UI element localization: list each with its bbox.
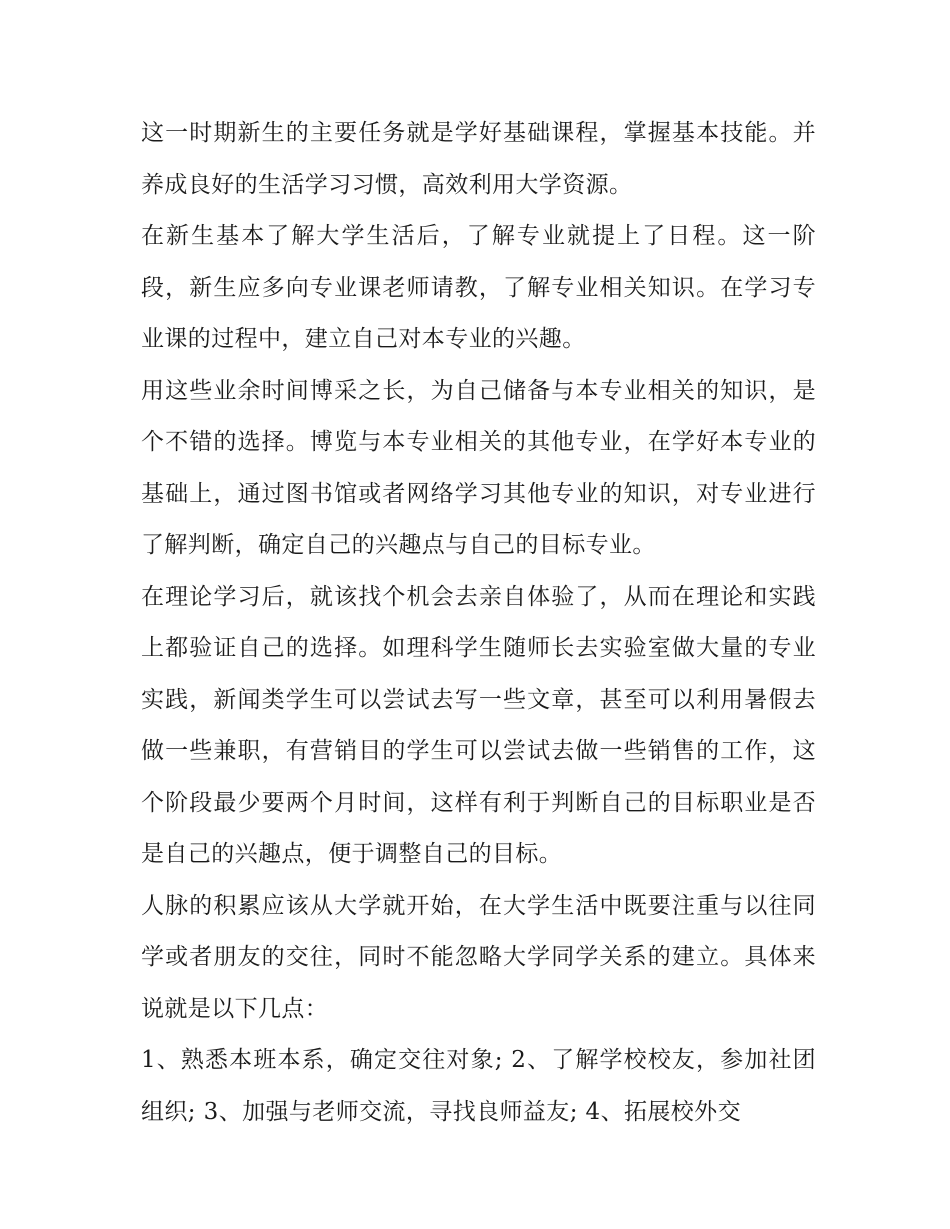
document-body [141,108,816,1138]
paragraph-networking-points: 1、熟悉本班本系，确定交往对象; 2、了解学校校友，参加社团组织; 3、加强与老师交流，寻找良师益友; 4、拓展校外交 [141,1047,816,1125]
paragraph-networking: 人脉的积累应该从大学就开始，在大学生活中既要注重与以往同学或者朋友的交往，同时不能忽略大学同学关系的建立。具体来说就是以下几点： [141,892,816,1022]
paragraph-practice: 在理论学习后，就该找个机会去亲自体验了，从而在理论和实践上都验证自己的选择。如理科学生随师长去实验室做大量的专业实践，新闻类学生可以尝试去写一些文章，甚至可以利用暑假去做一些兼职，有营销目的学生可以尝试去做一些销售的工作，这个阶段最少要两个月时间，这样有利于判断自己的目标职业是否是自己的兴趣点，便于调整自己的目标。 [141,583,816,867]
paragraph-spare-time: 用这些业余时间博采之长，为自己储备与本专业相关的知识，是个不错的选择。博览与本专业相关的其他专业，在学好本专业的基础上，通过图书馆或者网络学习其他专业的知识，对专业进行了解判断，确定自己的兴趣点与自己的目标专业。 [141,377,816,558]
paragraph-core-tasks: 这一时期新生的主要任务就是学好基础课程，掌握基本技能。并养成良好的生活学习习惯，高效利用大学资源。 [141,120,816,198]
paragraph-understand-major: 在新生基本了解大学生活后，了解专业就提上了日程。这一阶段，新生应多向专业课老师请教，了解专业相关知识。在学习专业课的过程中，建立自己对本专业的兴趣。 [141,223,816,352]
